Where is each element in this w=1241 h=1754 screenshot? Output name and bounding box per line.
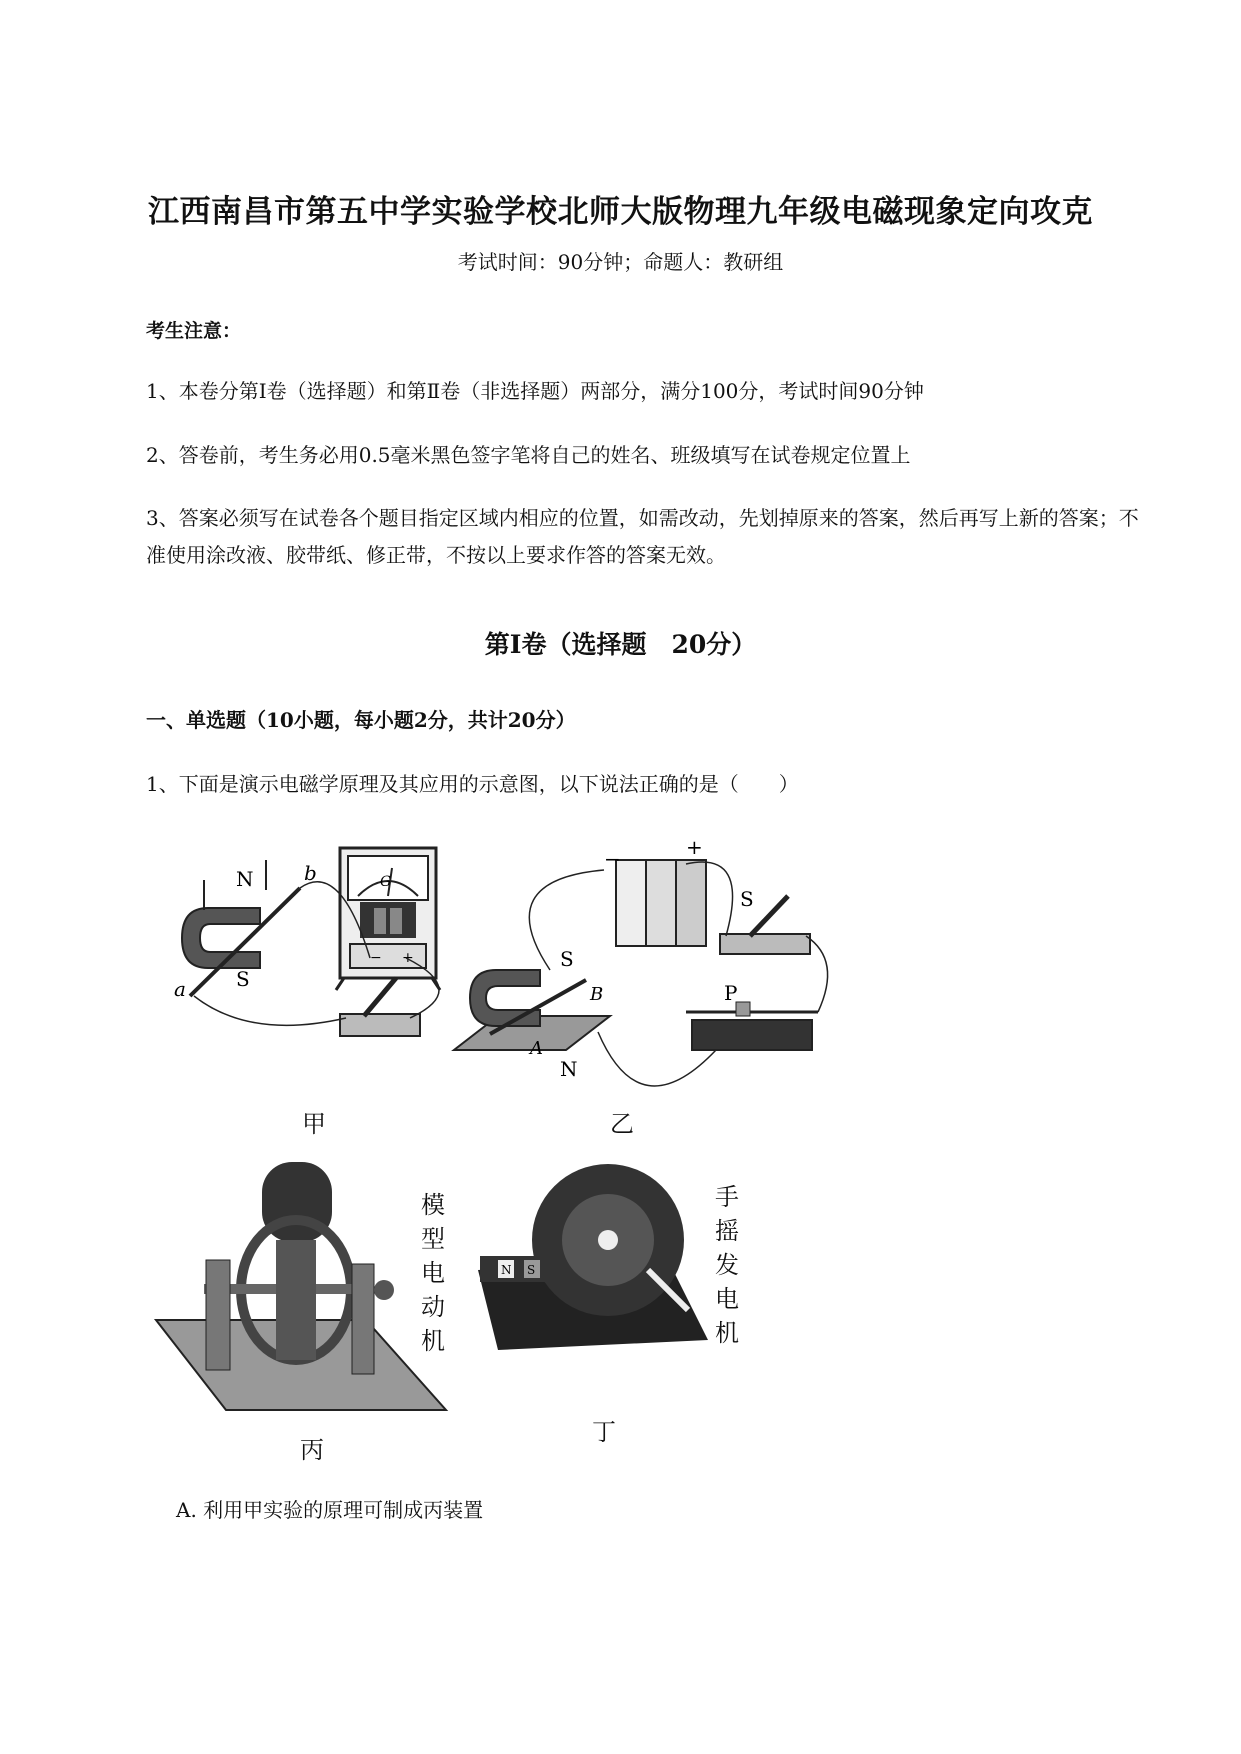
battery-plus-label: + — [686, 840, 703, 859]
notice-item-2: 2、答卷前，考生务必用0.5毫米黑色签字笔将自己的姓名、班级填写在试卷规定位置上 — [146, 443, 911, 467]
rod-end-b-label: b — [304, 861, 317, 885]
galvanometer-plus-label: + — [402, 950, 414, 966]
switch-s-label: S — [740, 887, 754, 911]
motor-caption: 模型电动机 — [421, 1191, 445, 1355]
galvanometer-minus-label: − — [370, 950, 382, 966]
galvanometer-label: G — [380, 874, 392, 890]
notice-item-3: 3、答案必须写在试卷各个题目指定区域内相应的位置，如需改动，先划掉原来的答案，然后再写上新的答案；不准使用涂改液、胶带纸、修正带，不按以上要求作答的答案无效。 — [146, 506, 1139, 567]
part-heading: 一、单选题（10小题，每小题2分，共计20分） — [146, 708, 576, 732]
section-title: 第I卷（选择题 20分） — [484, 630, 757, 659]
figure-ding-caption: 丁 — [592, 1418, 616, 1446]
rheostat-p-label: P — [724, 981, 738, 1005]
document-title: 江西南昌市第五中学实验学校北师大版物理九年级电磁现象定向攻克 — [148, 194, 1093, 230]
notice-item-1: 1、本卷分第I卷（选择题）和第Ⅱ卷（非选择题）两部分，满分100分，考试时间90分钟 — [146, 379, 924, 403]
rail-a-label: A — [530, 1038, 543, 1059]
magnet-s-label: S — [236, 967, 250, 991]
option-a[interactable]: A. 利用甲实验的原理可制成丙装置 — [176, 1498, 484, 1522]
notice-heading: 考生注意： — [146, 320, 242, 342]
magnet-n-label-yi: N — [560, 1057, 578, 1081]
question-1-stem: 1、下面是演示电磁学原理及其应用的示意图，以下说法正确的是（ ） — [146, 772, 799, 796]
figure-jia-diagram — [170, 840, 470, 1100]
generator-s-label: S — [527, 1263, 536, 1277]
generator-caption: 手摇发电机 — [715, 1183, 739, 1347]
battery-minus-label: − — [604, 847, 621, 871]
rod-end-a-label: a — [174, 977, 186, 1001]
figure-yi-caption: 乙 — [610, 1110, 634, 1138]
generator-n-label: N — [501, 1263, 512, 1277]
magnet-s-label-yi: S — [560, 947, 574, 971]
document-subtitle: 考试时间：90分钟；命题人：教研组 — [457, 250, 784, 274]
figure-bing-motor-image — [146, 1160, 456, 1430]
figure-ding-generator-image — [468, 1160, 718, 1360]
magnet-n-label: N — [236, 867, 254, 891]
figure-bing-caption: 丙 — [300, 1436, 324, 1464]
rail-b-label: B — [590, 984, 604, 1005]
figure-yi-diagram — [450, 840, 850, 1120]
figure-jia-caption: 甲 — [302, 1110, 326, 1138]
